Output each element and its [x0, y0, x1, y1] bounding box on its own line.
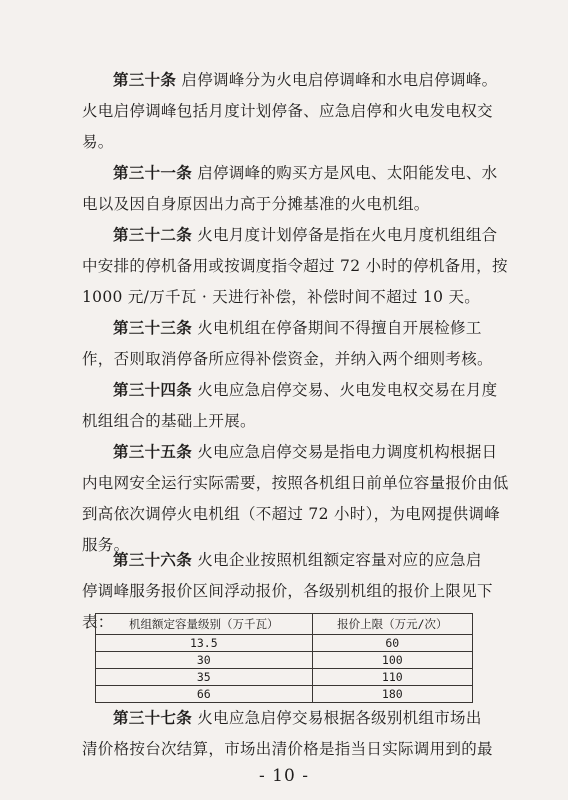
paragraph-text: 火电应急启停交易根据各级别机组市场出: [192, 709, 482, 727]
bid-cap-table: [95, 613, 473, 703]
paragraph-article-33: [82, 312, 493, 375]
paragraph-article-37: [82, 702, 493, 765]
paragraph-text: 火电月度计划停备是指在火电月度机组组合: [192, 226, 498, 244]
article-heading: 第三十一条: [113, 163, 193, 182]
table-cell: 180: [312, 686, 472, 703]
table-header-capacity: 机组额定容量级别（万千瓦）: [96, 614, 313, 635]
table-cell: 35: [96, 669, 313, 686]
article-heading: 第三十二条: [113, 225, 193, 244]
paragraph-article-32: [82, 219, 508, 313]
article-heading: 第三十条: [113, 70, 177, 89]
paragraph-text: 易。: [82, 133, 114, 151]
paragraph-text: 火电企业按照机组额定容量对应的应急启: [192, 551, 482, 569]
paragraph-text: 表：: [82, 613, 114, 631]
paragraph-text: 火电启停调峰包括月度计划停备、应急启停和火电发电权交: [82, 102, 493, 120]
paragraph-text: 火电机组在停备期间不得擅自开展检修工: [192, 319, 482, 337]
paragraph-text: 机组组合的基础上开展。: [82, 412, 256, 430]
paragraph-text: 作，否则取消停备所应得补偿资金，并纳入两个细则考核。: [82, 350, 493, 368]
article-heading: 第三十五条: [113, 442, 193, 461]
table-row: [96, 686, 473, 703]
paragraph-article-35: [82, 436, 509, 561]
paragraph-text: 到高依次调停火电机组（不超过 72 小时），为电网提供调峰: [82, 505, 501, 523]
article-heading: 第三十七条: [113, 708, 193, 727]
paragraph-text: 中安排的停机备用或按调度指令超过 72 小时的停机备用，按: [82, 257, 508, 275]
table-cell: 110: [312, 669, 472, 686]
table-cell: 60: [312, 635, 472, 652]
paragraph-article-30: [82, 64, 498, 158]
article-heading: 第三十四条: [113, 380, 193, 399]
paragraph-article-31: [82, 157, 498, 220]
paragraph-text: 服务。: [82, 536, 130, 554]
table-cell: 13.5: [96, 635, 313, 652]
table-row: [96, 669, 473, 686]
article-heading: 第三十三条: [113, 318, 193, 337]
table-row: [96, 635, 473, 652]
table-header-bid-cap: 报价上限（万元/次）: [312, 614, 472, 635]
paragraph-text: 1000 元/万千瓦 · 天进行补偿，补偿时间不超过 10 天。: [82, 288, 481, 306]
paragraph-text: 火电应急启停交易、火电发电权交易在月度: [192, 381, 498, 399]
paragraph-text: 停调峰服务报价区间浮动报价，各级别机组的报价上限见下: [82, 582, 493, 600]
table-cell: 30: [96, 652, 313, 669]
page-number: - 10 -: [259, 766, 309, 786]
paragraph-text: 电以及因自身原因出力高于分摊基准的火电机组。: [82, 195, 430, 213]
table-cell: 100: [312, 652, 472, 669]
paragraph-text: 启停调峰分为火电启停调峰和水电启停调峰。: [176, 71, 498, 89]
paragraph-text: 清价格按台次结算，市场出清价格是指当日实际调用到的最: [82, 740, 493, 758]
table-header-row: [96, 614, 473, 635]
table-row: [96, 652, 473, 669]
paragraph-text: 火电应急启停交易是指电力调度机构根据日: [192, 443, 498, 461]
table-cell: 66: [96, 686, 313, 703]
paragraph-article-34: [82, 374, 498, 437]
paragraph-text: 内电网安全运行实际需要，按照各机组日前单位容量报价由低: [82, 474, 509, 492]
paragraph-text: 启停调峰的购买方是风电、太阳能发电、水: [192, 164, 498, 182]
article-heading: 第三十六条: [113, 550, 193, 569]
